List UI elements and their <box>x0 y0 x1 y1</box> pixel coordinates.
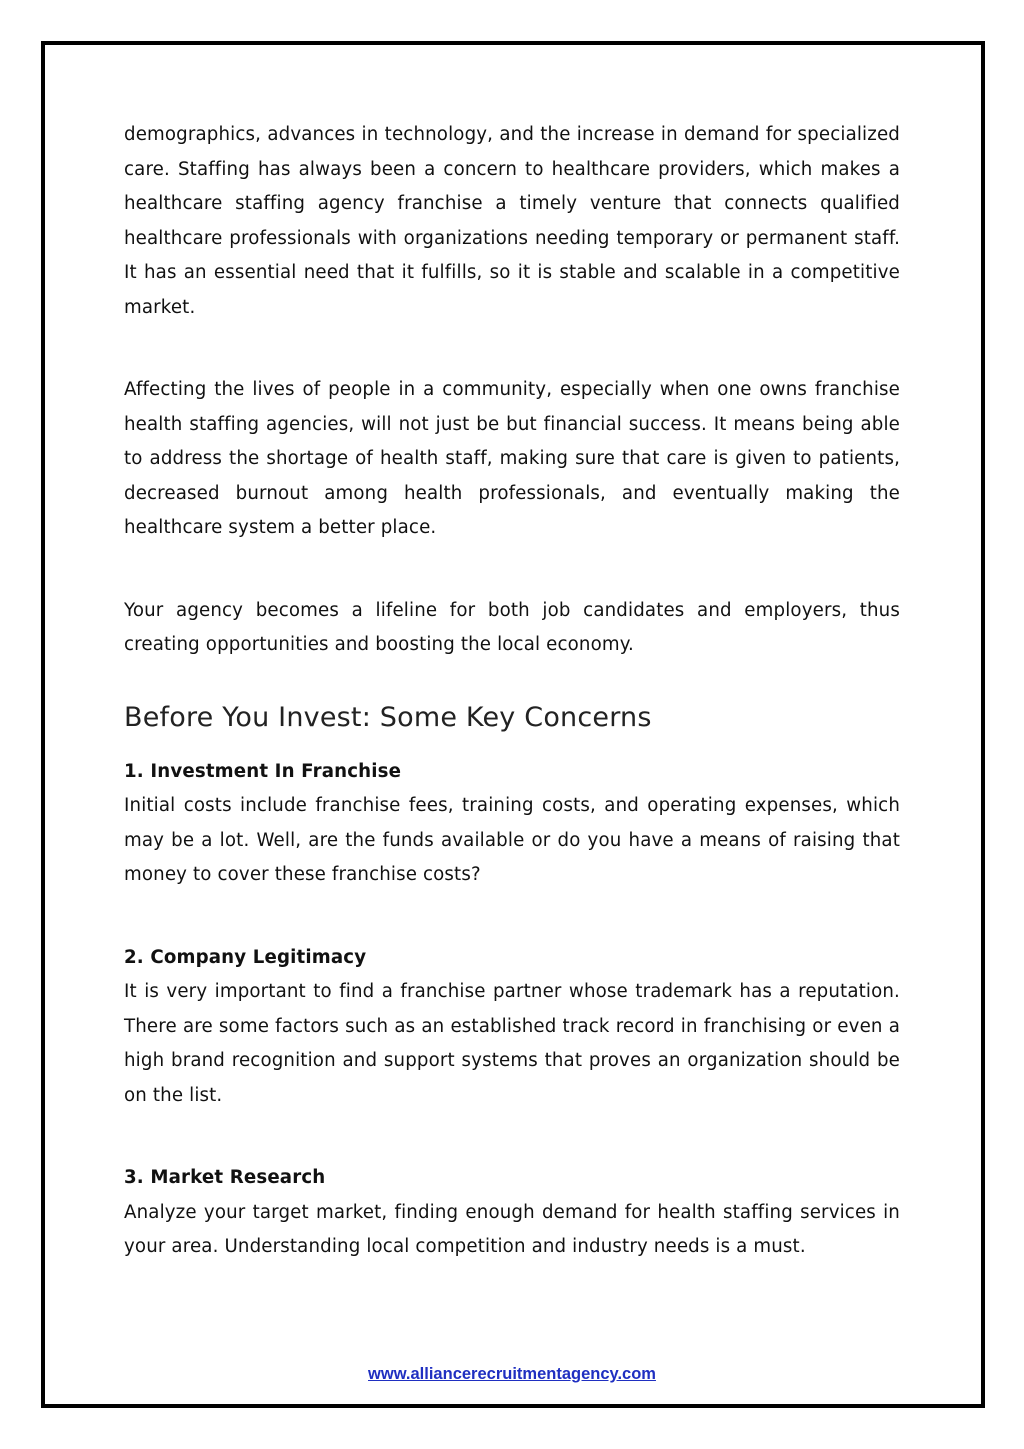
concern-heading-market-research: 3. Market Research <box>124 1167 326 1188</box>
concern-heading-investment: 1. Investment In Franchise <box>124 760 402 782</box>
concern-body-market-research: Analyze your target market, finding enough demand for health staffing services in your area. Understanding local competition and industry needs is a must. <box>124 1201 900 1257</box>
concern-body-legitimacy: It is very important to find a franchise partner whose trademark has a reputation. There are some factors such as an established track record in franchising or even a high brand recognition and support systems that proves an organization should be on the list. <box>124 981 900 1106</box>
concern-heading-legitimacy: 2. Company Legitimacy <box>124 946 367 968</box>
section-gap <box>124 735 900 755</box>
section-gap <box>124 663 900 701</box>
paragraph-lifeline: Your agency becomes a lifeline for both job candidates and employers, thus creating opportunities and boosting the local economy. <box>124 599 900 655</box>
paragraph-healthcare-demand: demographics, advances in technology, and the increase in demand for specialized care. Staffing has always been a concern to healthcare providers, which makes a healthcare staffing agency franchise a timely venture that connects qualified healthcare professionals with organizations needing temporary or permanent staff. It has an essential need that it fulfills, so it is stable and scalable in a competitive market. <box>124 124 900 318</box>
paragraph-gap <box>124 1113 900 1161</box>
concern-body-investment: Initial costs include franchise fees, training costs, and operating expenses, which may be a lot. Well, are the funds available or do you have a means of raising that money to cover these franchise costs? <box>124 795 900 885</box>
section-title: Before You Invest: Some Key Concerns <box>124 701 652 733</box>
paragraph-gap <box>124 893 900 941</box>
paragraph-community-impact: Affecting the lives of people in a community, especially when one owns franchise health staffing agencies, will not just be but financial success. It means being able to address the shortage of health staff, making sure that care is given to patients, decreased burnout among health professionals, and eventually making the healthcare system a better place. <box>124 379 900 538</box>
document-body <box>124 118 900 1265</box>
paragraph-gap <box>124 325 900 373</box>
paragraph-gap <box>124 546 900 594</box>
footer-website-link[interactable]: www.alliancerecruitmentagency.com <box>368 1365 656 1383</box>
